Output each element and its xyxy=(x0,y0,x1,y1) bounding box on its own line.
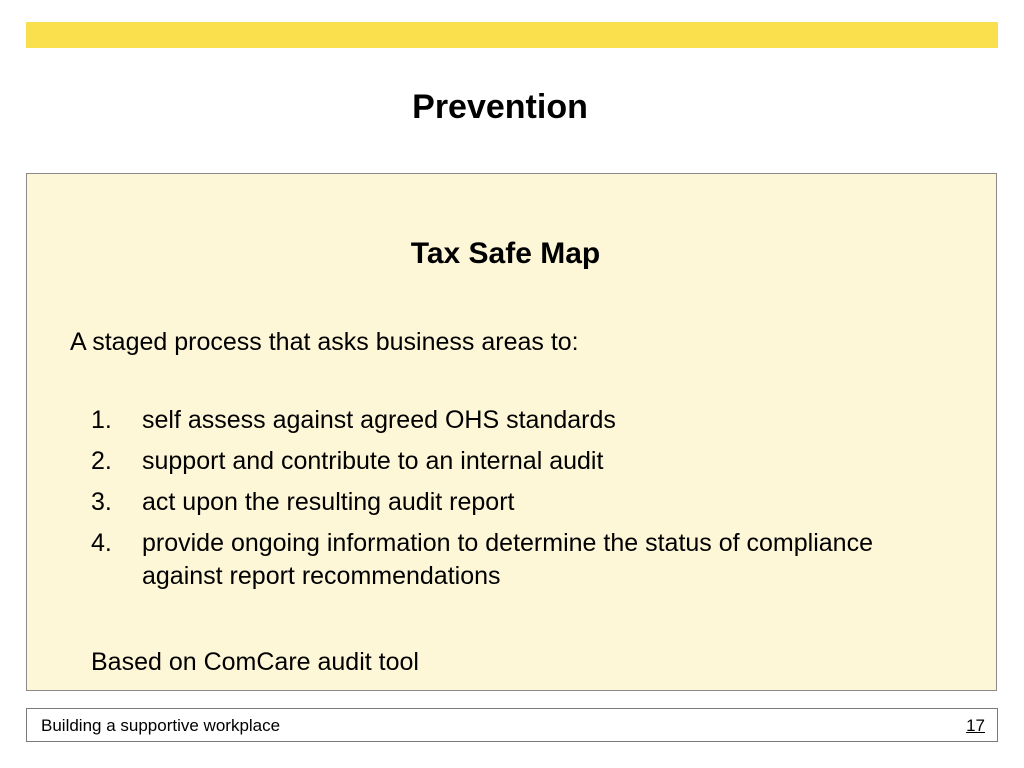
list-item xyxy=(91,527,911,593)
list-item xyxy=(91,404,911,437)
footer-text: Building a supportive workplace xyxy=(41,716,281,735)
content-box xyxy=(26,173,997,691)
step-text: self assess against agreed OHS standards xyxy=(142,406,616,434)
list-item xyxy=(91,486,911,519)
step-number: 2. xyxy=(91,447,112,475)
step-text: act upon the resulting audit report xyxy=(142,488,515,516)
list-item xyxy=(91,445,911,478)
intro-text: A staged process that asks business areas to: xyxy=(70,328,579,356)
slide-title: Prevention xyxy=(412,88,588,126)
footer xyxy=(26,708,998,742)
step-number: 3. xyxy=(91,488,112,516)
step-text: support and contribute to an internal audit xyxy=(142,447,604,475)
step-number: 4. xyxy=(91,529,112,557)
source-note: Based on ComCare audit tool xyxy=(91,648,419,676)
top-accent-bar xyxy=(26,22,998,48)
content-heading: Tax Safe Map xyxy=(410,237,601,270)
steps-list xyxy=(91,404,911,601)
step-text: provide ongoing information to determine the status of compliance against report recommendations xyxy=(142,529,873,590)
page-number: 17 xyxy=(966,716,985,735)
step-number: 1. xyxy=(91,406,112,434)
